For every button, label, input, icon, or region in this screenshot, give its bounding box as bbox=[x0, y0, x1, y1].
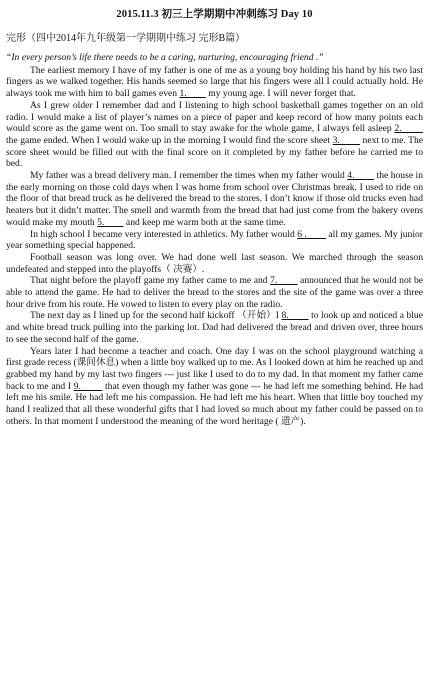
answer-blank[interactable]: 6 . bbox=[297, 228, 326, 240]
answer-blank[interactable]: 4. bbox=[347, 170, 375, 182]
answer-blank[interactable]: 2. bbox=[394, 123, 423, 135]
paragraph: In high school I became very interested in athletics. My father would 6 . all my games. My junior year something special happened. bbox=[6, 228, 423, 252]
answer-blank[interactable]: 3. bbox=[332, 134, 361, 146]
answer-blank[interactable]: 7. bbox=[270, 275, 298, 287]
paragraph: That night before the playoff game my father came to me and 7. announced that he would not be able to attend the game. He had to deliver the bread to the stores and the site of the game was over a three hour drive from his route. He vowed to listen to every play on the radio. bbox=[6, 275, 424, 310]
section-heading: 完形（四中2014年九年级第一学期期中练习 完形B篇） bbox=[6, 33, 246, 44]
answer-blank[interactable]: 8. bbox=[281, 310, 309, 322]
paragraph: The earliest memory I have of my father is one of me as a young boy holding his hand by his two last fingers as we walked together. His hands seemed so large that his fingers were all I could actually hold. He always took me with him to ball games even 1. my young age. I will never forget that. bbox=[6, 64, 423, 100]
answer-blank[interactable]: 9. bbox=[73, 380, 103, 392]
paragraph: The next day as I lined up for the second half kickoff （开始）I 8. to look up and noticed a blue and white bread truck pulling into the parking lot. Dad had delivered the bread and driven over, three hours to see the second half of the game. bbox=[6, 310, 423, 345]
answer-blank[interactable]: 1. bbox=[179, 88, 206, 100]
paragraph: As I grew older I remember dad and I listening to high school basketball games together on an old radio. I would make a list of player’s names on a piece of paper and keep record of how many points each would score as the game went on. Too small to stay awake for the whole game, I always fell asleep 2. the game ended. When I would wake up in the morning I would find the score sheet 3. next to me. The score sheet would be filled out with the final score on it completed by my father before he carried me to bed. bbox=[6, 99, 423, 170]
paragraph: My father was a bread delivery man. I remember the times when my father would 4. the house in the early morning on those cold days when I was home from school over Christmas break. I used to ride on the floor of that bread truck as he delivered the bread to the stores. I don’t know if those old trucks even had heaters but it didn’t matter. The smell and warmth from the bread that had just come from the bakery ovens would make my mouth 5. and keep me warm both at the same time. bbox=[6, 170, 423, 228]
epigraph-quote: “In every person’s life there needs to be a caring, nurturing, encouraging friend .” bbox=[6, 52, 324, 63]
document-title: 2015.11.3 初三上学期期中冲刺练习 Day 10 bbox=[116, 9, 313, 20]
paragraph: Years later I had become a teacher and coach. One day I was on the school playground watching a first grade recess (课间休息) when a little boy walked up to me. As I looked down at him he reached up and grabbed my hand by my last two fingers --- just like I used to do to my dad. In that moment my father came back to me and I 9. that even though my father was gone --- he had left me something behind. He had left me his smile. He had left me his compassion. He had left me his heart. When that little boy touched my hand I realized that all these wonderful gifts that I had loved so much about my father could be passed on to others. In that moment I understood the meaning of the word heritage ( 遗产). bbox=[6, 345, 423, 427]
paragraph: Football season was long over. We had done well last season. We marched through the season undefeated and stepped into the playoffs（ 决赛）. bbox=[6, 251, 423, 275]
answer-blank[interactable]: 5. bbox=[97, 216, 124, 228]
